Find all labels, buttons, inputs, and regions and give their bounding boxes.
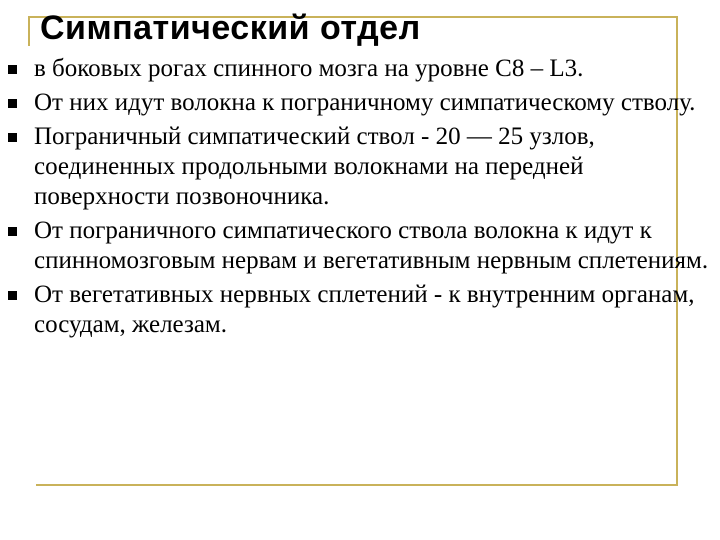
- bullet-item: [0, 122, 720, 212]
- square-bullet-icon: [8, 65, 17, 74]
- square-bullet-icon: [8, 227, 17, 236]
- square-bullet-icon: [8, 133, 17, 142]
- bullet-text: От них идут волокна к пограничному симпатическому стволу.: [34, 89, 696, 116]
- slide-title: Симпатический отдел: [40, 9, 421, 47]
- bullet-text: От пограничного симпатического ствола волокна к идут к спинномозговым нервам и вегетативным нервным сплетениям.: [34, 217, 709, 274]
- bullet-item: [0, 54, 720, 84]
- bullet-list: [0, 54, 720, 344]
- frame-line-left: [28, 16, 30, 46]
- bullet-text: Пограничный симпатический ствол - 20 — 25 узлов, соединенных продольными волокнами на передней поверхности позвоночника.: [34, 123, 595, 210]
- bullet-text: От вегетативных нервных сплетений - к внутренним органам, сосудам, железам.: [34, 281, 695, 338]
- square-bullet-icon: [8, 291, 17, 300]
- bullet-text: в боковых рогах спинного мозга на уровне С8 – L3.: [34, 55, 584, 82]
- frame-line-bottom: [36, 484, 678, 486]
- bullet-item: [0, 280, 720, 340]
- square-bullet-icon: [8, 99, 17, 108]
- bullet-item: [0, 216, 720, 276]
- bullet-item: [0, 88, 720, 118]
